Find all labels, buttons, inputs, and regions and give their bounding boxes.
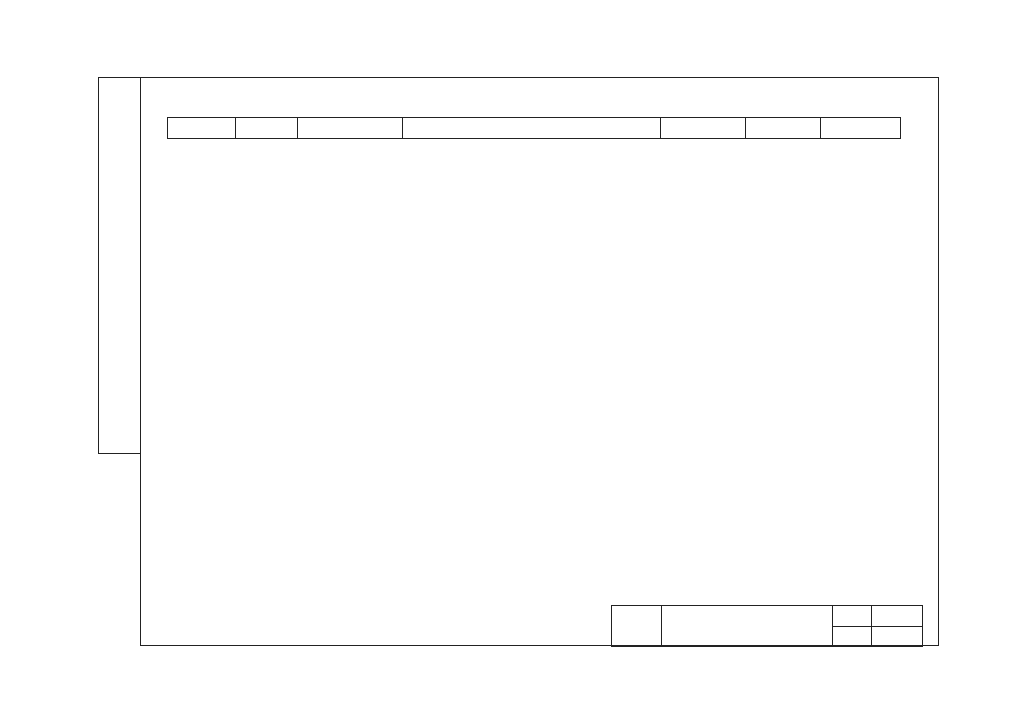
- drawing-name-label: [612, 606, 662, 647]
- selection-table: [167, 117, 901, 139]
- header-foundation-page: [746, 118, 821, 139]
- title-block: [611, 605, 923, 647]
- atlas-number: [872, 606, 923, 627]
- header-pole-type: [168, 118, 236, 139]
- table-header-row: [168, 118, 901, 139]
- signoff-strip: [98, 77, 140, 454]
- header-remarks: [821, 118, 901, 139]
- header-scheme-page: [661, 118, 746, 139]
- header-scheme: [298, 118, 403, 139]
- header-height: [236, 118, 298, 139]
- page-label: [833, 626, 872, 647]
- page-number: [872, 626, 923, 647]
- drawing-name: [662, 606, 833, 647]
- drawing-frame: [140, 77, 939, 646]
- atlas-number-label: [833, 606, 872, 627]
- header-function: [403, 118, 661, 139]
